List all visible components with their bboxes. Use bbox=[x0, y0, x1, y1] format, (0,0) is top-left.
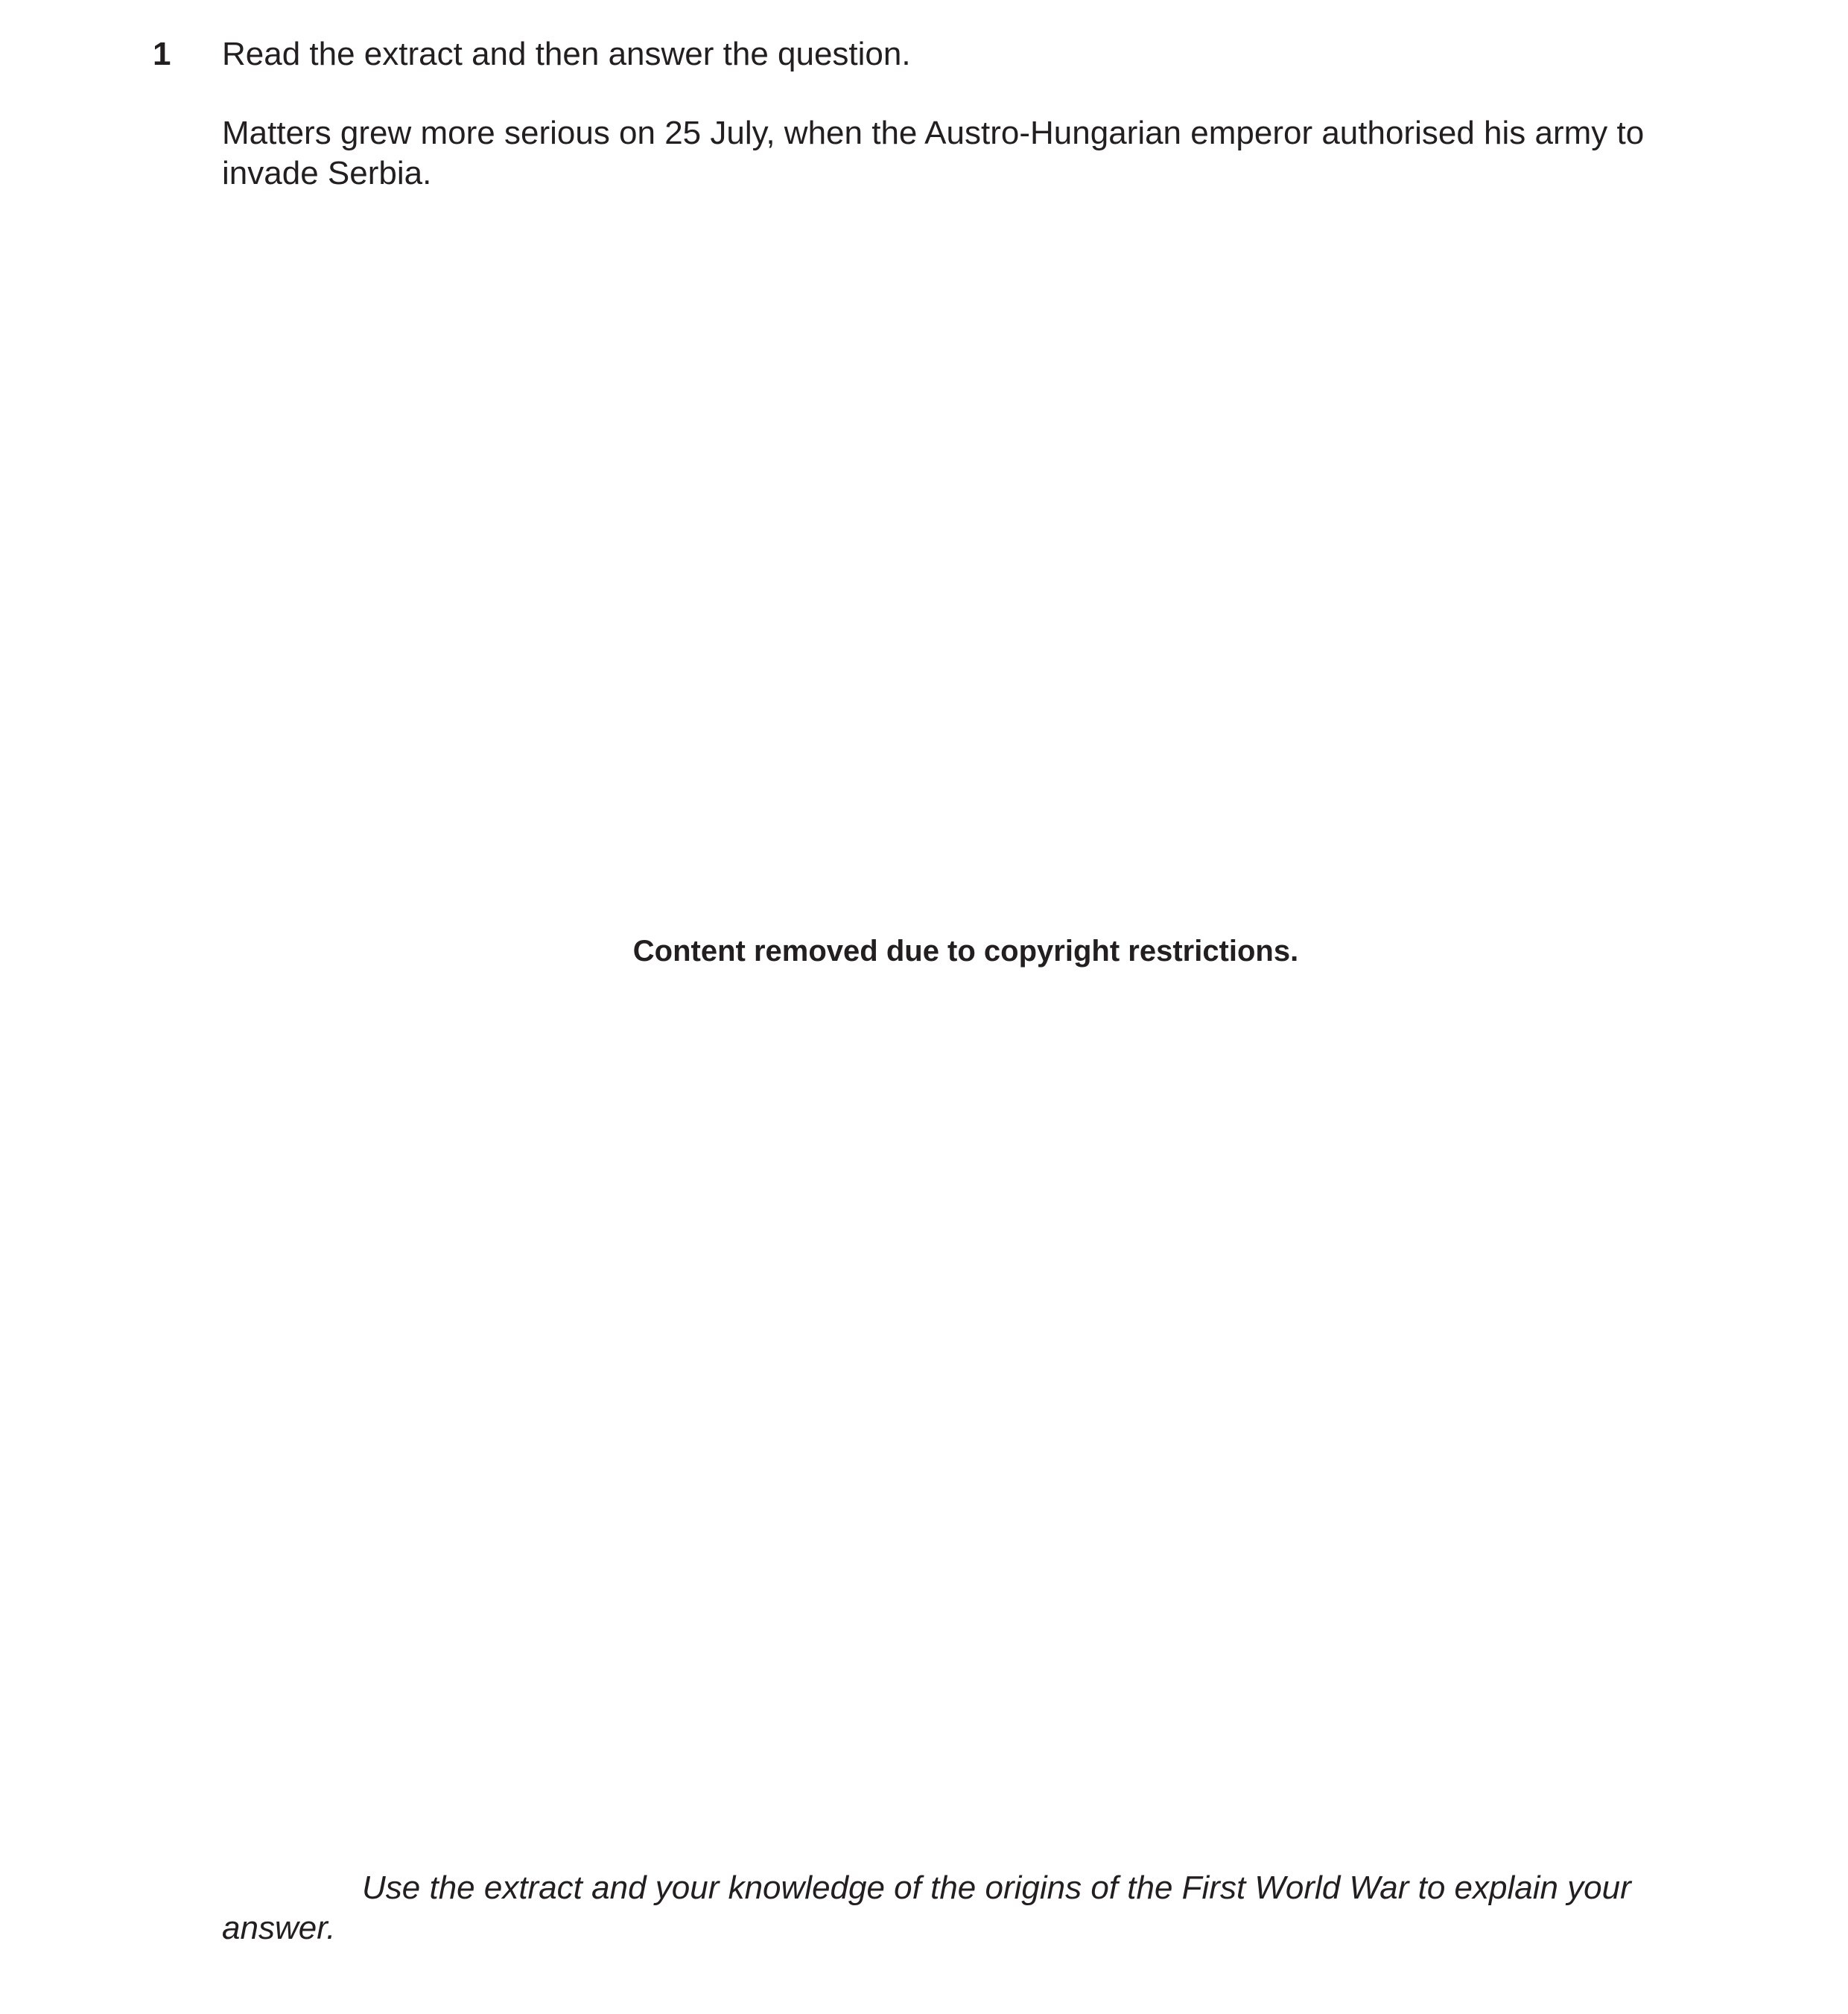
copyright-notice: Content removed due to copyright restrictions. bbox=[632, 935, 1299, 968]
extract-line: Matters grew more serious on 25 July, when the Austro-Hungarian emperor authorised his army to bbox=[222, 115, 1645, 151]
extract-line: invade Serbia. bbox=[222, 155, 432, 191]
question-number: 1 bbox=[153, 36, 171, 72]
question-prompt-line: Use the extract and your knowledge of the origins of the First World War to explain your bbox=[362, 1870, 1631, 1906]
question-prompt bbox=[222, 1868, 1631, 1948]
question-prompt-line: answer. bbox=[222, 1910, 336, 1946]
extract-text bbox=[222, 113, 1704, 194]
question-instruction: Read the extract and then answer the question. bbox=[222, 36, 911, 72]
